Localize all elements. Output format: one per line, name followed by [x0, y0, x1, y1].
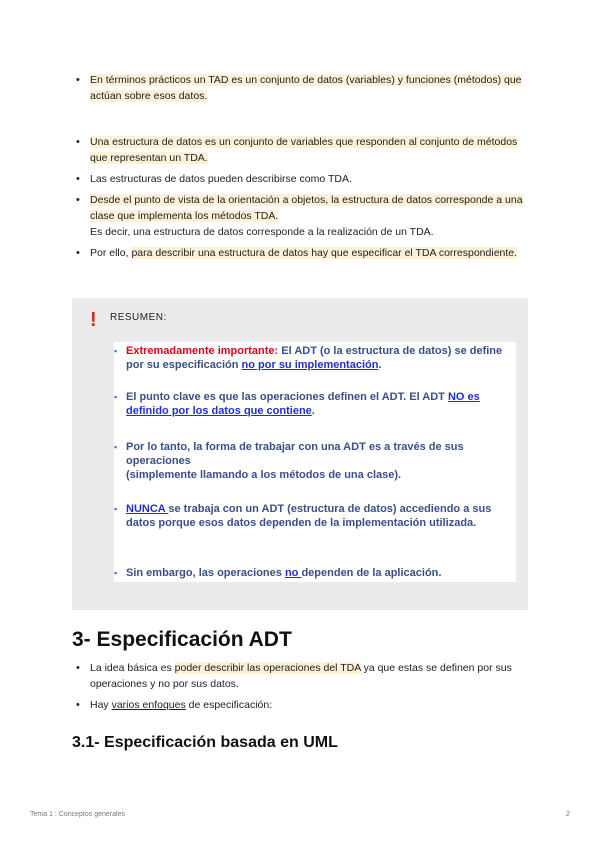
list-item: • Por ello, para describir una estructura de datos hay que especificar el TDA correspondiente. — [76, 245, 536, 261]
summary-item: ▪ Extremadamente importante: El ADT (o la estructura de datos) se define por su especificación no por su implementación. — [114, 344, 514, 372]
summary-item: ▪ Sin embargo, las operaciones no dependen de la aplicación. — [114, 566, 514, 580]
list-item: • La idea básica es poder describir las operaciones del TDA ya que estas se definen por sus operaciones y no por sus datos. — [76, 660, 536, 692]
section-list — [76, 660, 536, 718]
exclamation-icon: ! — [90, 309, 97, 331]
list-item: • Hay varios enfoques de especificación: — [76, 697, 536, 713]
intro-list — [76, 72, 536, 109]
section-title: 3- Especificación ADT — [72, 628, 292, 651]
list-item: • Desde el punto de vista de la orientación a objetos, la estructura de datos corresponde a una clase que implementa los métodos TDA. Es decir, una estructura de datos corresponde a la realización de un TDA. — [76, 192, 536, 240]
footer-title: Tema 1 : Conceptos generales — [30, 811, 125, 818]
structure-list — [76, 134, 536, 266]
summary-callout — [72, 298, 528, 610]
list-item: • Las estructuras de datos pueden describirse como TDA. — [76, 171, 536, 187]
list-item: • Una estructura de datos es un conjunto de variables que responden al conjunto de métodos que representan un TDA. — [76, 134, 536, 166]
summary-item: ▪ NUNCA se trabaja con un ADT (estructura de datos) accediendo a sus datos porque esos datos dependen de la implementación utilizada. — [114, 502, 514, 530]
summary-image — [114, 342, 516, 582]
summary-item: ▪ El punto clave es que las operaciones definen el ADT. El ADT NO es definido por los datos que contiene. — [114, 390, 514, 418]
list-item: • En términos prácticos un TAD es un conjunto de datos (variables) y funciones (métodos) que actúan sobre esos datos. — [76, 72, 536, 104]
page-number: 2 — [566, 811, 570, 818]
summary-item: ▪ Por lo tanto, la forma de trabajar con una ADT es a través de sus operaciones (simplemente llamando a los métodos de una clase). — [114, 440, 514, 482]
subsection-title: 3.1- Especificación basada en UML — [72, 734, 338, 751]
summary-label: RESUMEN: — [110, 312, 167, 323]
